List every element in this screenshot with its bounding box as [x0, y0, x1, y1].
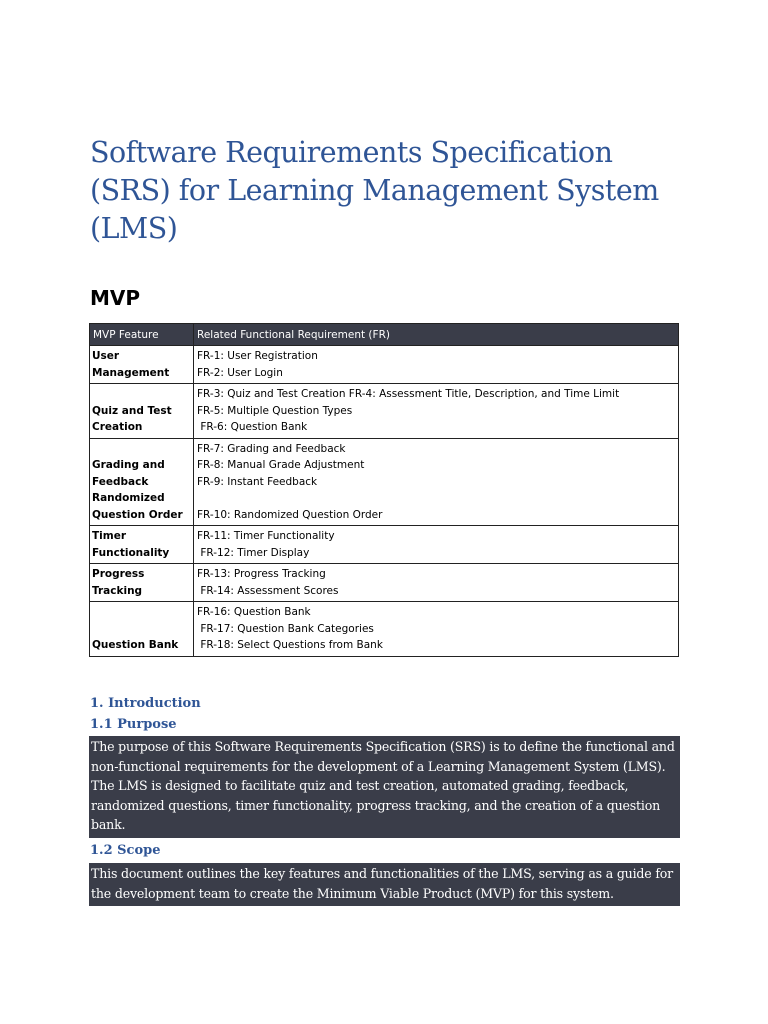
requirement-line: FR-13: Progress Tracking	[197, 568, 326, 580]
section-heading-introduction: 1. Introduction	[90, 696, 201, 711]
table-row	[90, 438, 679, 526]
requirements-cell	[194, 602, 679, 657]
section-heading-purpose: 1.1 Purpose	[90, 717, 177, 732]
table-row	[90, 346, 679, 384]
requirement-line: FR-10: Randomized Question Order	[197, 508, 383, 521]
feature-label: Timer Functionality	[92, 530, 170, 559]
requirement-line: FR-5: Multiple Question Types	[197, 404, 353, 417]
feature-label: Creation	[92, 421, 143, 433]
requirements-cell	[194, 346, 679, 384]
column-header-feature: MVP Feature	[90, 324, 194, 346]
purpose-paragraph: The purpose of this Software Requirements Specification (SRS) is to define the functional and non-functional requirements for the development of a Learning Management System (LMS). The LMS is designed to facilitate quiz and test creation, automated grading, feedback, randomized questions, timer functionality, progress tracking, and the creation of a question bank.	[89, 736, 680, 838]
requirements-cell	[194, 438, 679, 526]
requirement-line: FR-3: Quiz and Test Creation FR-4: Assessment Title, Description, and Time Limit	[197, 388, 620, 400]
feature-label: Progress Tracking	[92, 568, 145, 597]
requirements-cell	[194, 384, 679, 439]
requirement-line: FR-9: Instant Feedback	[197, 475, 318, 488]
column-header-requirements: Related Functional Requirement (FR)	[194, 324, 679, 346]
requirement-line: FR-16: Question Bank	[197, 606, 311, 618]
feature-label: Feedback	[92, 475, 149, 488]
feature-cell	[90, 346, 194, 384]
feature-label: Quiz and Test	[92, 404, 172, 417]
feature-label: User Management	[92, 350, 170, 379]
table-row	[90, 564, 679, 602]
requirement-line: FR-7: Grading and Feedback	[197, 442, 346, 455]
requirement-line: FR-8: Manual Grade Adjustment	[197, 459, 365, 471]
document-title: Software Requirements Specification (SRS) for Learning Management System (LMS)	[90, 136, 659, 245]
feature-cell	[90, 602, 194, 657]
table-row	[90, 526, 679, 564]
requirement-line-blank	[197, 490, 676, 507]
mvp-feature-table	[89, 323, 679, 657]
requirement-line: FR-11: Timer Functionality	[197, 530, 335, 542]
feature-label: Question Bank	[92, 639, 179, 651]
requirement-line: FR-12: Timer Display	[197, 546, 310, 559]
feature-cell	[90, 438, 194, 526]
requirement-line: FR-17: Question Bank Categories	[197, 622, 374, 635]
requirement-line: FR-14: Assessment Scores	[197, 584, 339, 597]
feature-cell	[90, 384, 194, 439]
requirement-line: FR-1: User Registration	[197, 350, 318, 362]
requirement-line: FR-6: Question Bank	[197, 421, 308, 433]
feature-cell	[90, 526, 194, 564]
table-header-row	[90, 324, 679, 346]
section-heading-scope: 1.2 Scope	[90, 843, 161, 858]
requirements-cell	[194, 564, 679, 602]
feature-label: Question Order	[92, 508, 183, 521]
feature-cell	[90, 564, 194, 602]
requirement-line: FR-2: User Login	[197, 366, 283, 379]
feature-label: Grading and	[92, 459, 165, 471]
requirements-cell	[194, 526, 679, 564]
mvp-heading: MVP	[90, 286, 141, 310]
feature-label: Randomized	[92, 492, 165, 504]
scope-paragraph: This document outlines the key features and functionalities of the LMS, serving as a guide for the development team to create the Minimum Viable Product (MVP) for this system.	[89, 863, 680, 906]
requirement-line: FR-18: Select Questions from Bank	[197, 639, 383, 651]
table-row	[90, 602, 679, 657]
table-row	[90, 384, 679, 439]
